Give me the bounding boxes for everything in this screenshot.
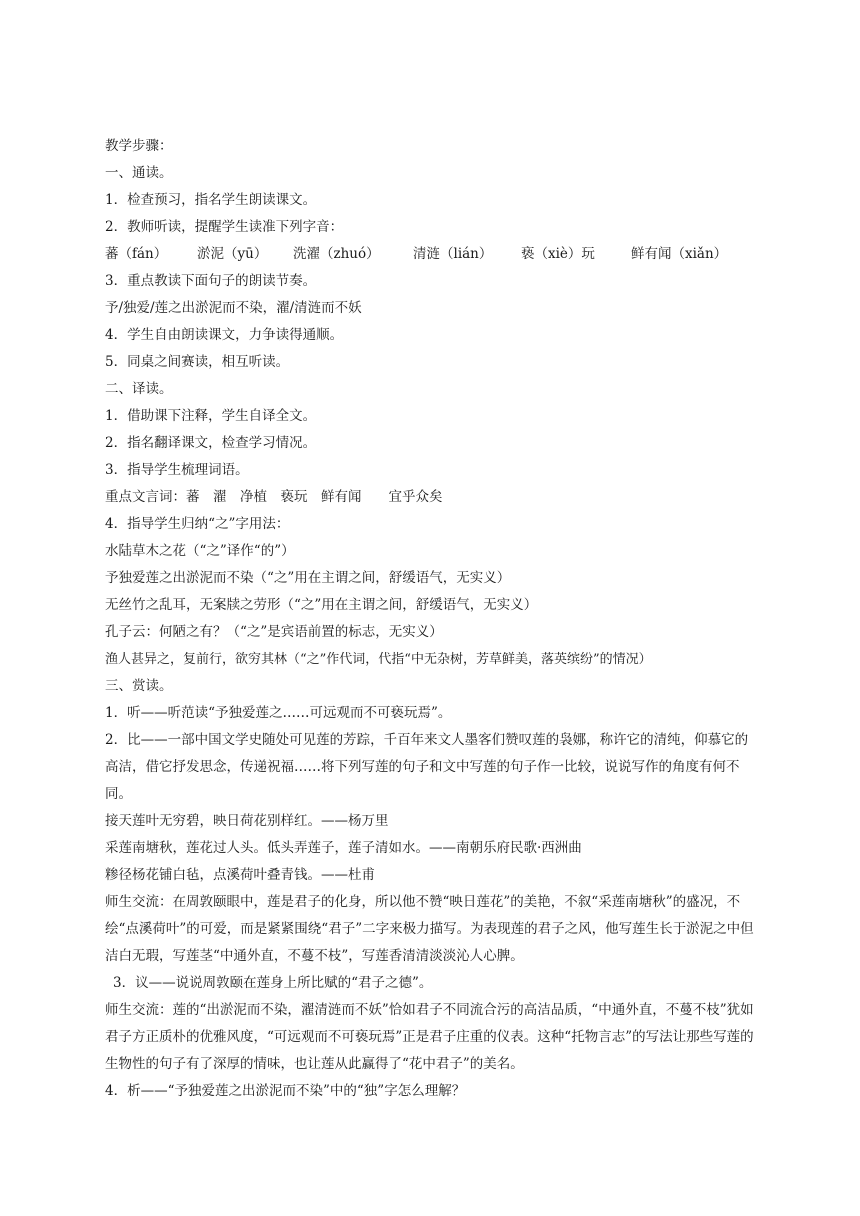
step-line: 4．指导学生归纳“之”字用法： xyxy=(105,516,290,532)
poem-line: 糁径杨花铺白毡，点溪荷叶叠青钱。——杜甫 xyxy=(105,867,375,883)
step-line: 3．议——说说周敦颐在莲身上所比赋的“君子之德”。 xyxy=(113,975,433,991)
step-line: 2．指名翻译课文，检查学习情况。 xyxy=(105,435,317,451)
discussion-paragraph: 师生交流：莲的“出淤泥而不染，濯清涟而不妖”恰如君子不同流合污的高洁品质，“中通外直，不蔓不枝”犹如君子方正质朴的优雅风度，“可远观而不可亵玩焉”正是君子庄重的仪表。这种“托物言志”的写法让那些写莲的生物性的句子有了深厚的情味，也让莲从此赢得了“花中君子”的美名。 xyxy=(105,1002,754,1072)
step-line: 4．学生自由朗读课文，力争读得通顺。 xyxy=(105,327,344,343)
poem-line: 接天莲叶无穷碧，映日荷花别样红。——杨万里 xyxy=(105,813,389,829)
discussion-paragraph: 师生交流：在周敦颐眼中，莲是君子的化身，所以他不赞“映日莲花”的美艳，不叙“采莲南塘秋”的盛况，不绘“点溪荷叶”的可爱，而是紧紧围绕“君子”二字来极力描写。为表现莲的君子之风，他写莲生长于淤泥之中但洁白无瑕，写莲茎“中通外直，不蔓不枝”，写莲香清清淡淡沁人心脾。 xyxy=(105,894,754,964)
pinyin-item: 鲜有闻（xiǎn） xyxy=(631,246,728,262)
poem-line: 采莲南塘秋，莲花过人头。低头弄莲子，莲子清如水。——南朝乐府民歌·西洲曲 xyxy=(105,840,582,856)
usage-example: 孔子云：何陋之有？（“之”是宾语前置的标志，无实义） xyxy=(105,624,443,640)
step-line: 3．重点教读下面句子的朗读节奏。 xyxy=(105,273,317,289)
pinyin-item: 亵（xiè）玩 xyxy=(521,246,595,262)
pinyin-list xyxy=(105,241,760,268)
step-line: 4．析——“予独爱莲之出淤泥而不染”中的“独”字怎么理解？ xyxy=(105,1083,466,1099)
step-line: 5．同桌之间赛读，相互听读。 xyxy=(105,354,290,370)
usage-example: 无丝竹之乱耳，无案牍之劳形（“之”用在主谓之间，舒缓语气，无实义） xyxy=(105,597,538,613)
step-line: 1．借助课下注释，学生自译全文。 xyxy=(105,408,317,424)
document-body xyxy=(105,133,760,1105)
step-line: 3．指导学生梳理词语。 xyxy=(105,462,249,478)
pinyin-item: 淤泥（yū） xyxy=(197,246,268,262)
section-heading: 一、通读。 xyxy=(105,165,173,181)
usage-example: 水陆草木之花（“之”译作“的”） xyxy=(105,543,295,559)
usage-example: 予独爱莲之出淤泥而不染（“之”用在主谓之间，舒缓语气，无实义） xyxy=(105,570,511,586)
pinyin-item: 洗濯（zhuó） xyxy=(293,246,380,262)
key-words-line: 重点文言词：蕃 濯 净植 亵玩 鲜有闻 宜乎众矣 xyxy=(105,489,443,505)
section-heading: 二、译读。 xyxy=(105,381,173,397)
step-line: 1．听——听范读“予独爱莲之……可远观而不可亵玩焉”。 xyxy=(105,705,452,721)
step-line: 1．检查预习，指名学生朗读课文。 xyxy=(105,192,317,208)
rhythm-sentence: 予/独爱/莲之出淤泥而不染，濯/清涟而不妖 xyxy=(105,300,362,316)
compare-paragraph: 2．比——一部中国文学史随处可见莲的芳踪，千百年来文人墨客们赞叹莲的袅娜，称许它的清纯，仰慕它的高洁，借它抒发思念，传递祝福……将下列写莲的句子和文中写莲的句子作一比较，说说写作的角度有何不同。 xyxy=(105,732,749,802)
usage-example: 渔人甚异之，复前行，欲穷其林（“之”作代词，代指“中无杂树，芳草鲜美，落英缤纷”的情况） xyxy=(105,652,652,667)
pinyin-item: 蕃（fán） xyxy=(105,246,168,262)
section-heading: 教学步骤： xyxy=(105,138,173,154)
step-line: 2．教师听读，提醒学生读准下列字音： xyxy=(105,219,344,235)
section-heading: 三、赏读。 xyxy=(105,678,173,694)
pinyin-item: 清涟（lián） xyxy=(413,246,493,262)
